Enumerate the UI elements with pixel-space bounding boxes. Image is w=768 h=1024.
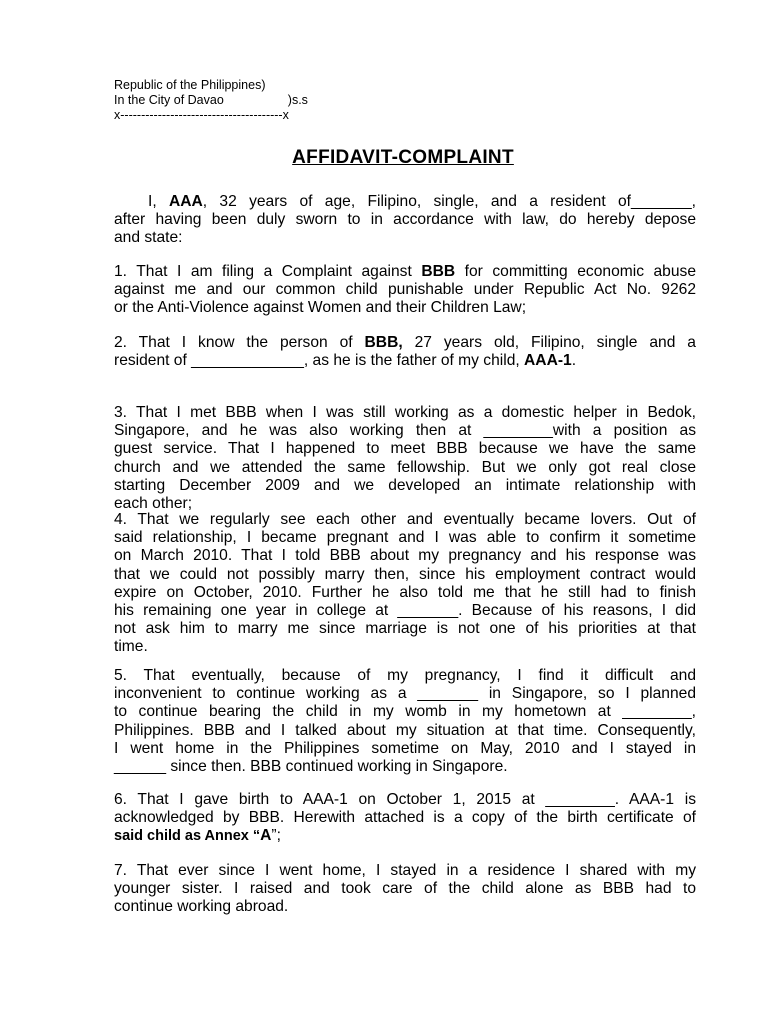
paragraph-line: to continue bearing the child in my womb in my hometown at ________, <box>114 703 696 721</box>
paragraph-3 <box>114 404 696 513</box>
intro-party-aaa: AAA <box>168 193 203 210</box>
venue-caption <box>114 78 308 123</box>
paragraph-line: expire on October, 2010. Further he also told me that he still had to finish <box>114 583 696 601</box>
paragraph-line: acknowledged by BBB. Herewith attached is a copy of the birth certificate of <box>114 809 696 827</box>
paragraph-line <box>114 827 696 845</box>
paragraph-line: I went home in the Philippines sometime on May, 2010 and I stayed in <box>114 739 696 757</box>
caption-divider: x---------------------------------------x <box>114 108 289 122</box>
paragraph-7 <box>114 862 696 917</box>
caption-city-text: In the City of Davao <box>114 93 224 107</box>
paragraph-line: church and we attended the same fellowship. But we only got real close <box>114 458 696 476</box>
paragraph-text: 27 years old, Filipino, single and a <box>402 334 696 351</box>
paragraph-line: inconvenient to continue working as a _______ in Singapore, so I planned <box>114 685 696 703</box>
annex-letter: A <box>260 827 272 845</box>
intro-line: after having been duly sworn to in accordance with law, do hereby depose <box>114 211 696 229</box>
paragraph-2 <box>114 334 696 370</box>
intro-line <box>114 193 696 211</box>
paragraph-line: on March 2010. That I told BBB about my pregnancy and his response was <box>114 547 696 565</box>
paragraph-line: 4. That we regularly see each other and eventually became lovers. Out of <box>114 511 696 528</box>
paragraph-text: . <box>571 352 577 370</box>
paragraph-line: Philippines. BBB and I talked about my situation at that time. Consequently, <box>114 721 696 739</box>
paragraph-6 <box>114 791 696 846</box>
caption-line-republic: Republic of the Philippines) <box>114 78 266 92</box>
party-bbb: BBB, <box>364 334 403 351</box>
paragraph-line: said relationship, I became pregnant and I was able to confirm it sometime <box>114 529 696 547</box>
paragraph-5 <box>114 667 696 776</box>
paragraph-line: his remaining one year in college at _______. Because of his reasons, I did <box>114 602 696 620</box>
paragraph-line: continue working abroad. <box>114 898 289 916</box>
annex-reference-text: said child as Annex “ <box>114 828 261 845</box>
party-bbb: BBB <box>421 263 456 280</box>
paragraph-text: ”; <box>271 827 281 845</box>
paragraph-line: 7. That ever since I went home, I stayed in a residence I shared with my <box>114 862 696 879</box>
intro-text: , 32 years of age, Filipino, single, and a resident of_______, <box>202 193 697 210</box>
party-aaa-1: AAA-1 <box>524 352 572 370</box>
intro-line: and state: <box>114 229 183 247</box>
paragraph-line <box>114 334 696 352</box>
paragraph-line <box>114 263 696 281</box>
caption-line-city <box>114 93 308 108</box>
paragraph-line: 3. That I met BBB when I was still working as a domestic helper in Bedok, <box>114 404 696 421</box>
paragraph-text: for committing economic abuse <box>455 263 696 280</box>
paragraph-line: guest service. That I happened to meet BBB because we have the same <box>114 440 696 458</box>
paragraph-line: or the Anti-Violence against Women and their Children Law; <box>114 299 527 317</box>
paragraph-1 <box>114 263 696 318</box>
paragraph-4 <box>114 511 696 657</box>
paragraph-line: starting December 2009 and we developed an intimate relationship with <box>114 476 696 494</box>
paragraph-line: not ask him to marry me since marriage is not one of his priorities at that <box>114 620 696 638</box>
paragraph-line: Singapore, and he was also working then at ________with a position as <box>114 422 696 440</box>
intro-text: I, <box>148 193 169 210</box>
paragraph-line: ______ since then. BBB continued working in Singapore. <box>114 758 508 776</box>
paragraph-line: 5. That eventually, because of my pregnancy, I find it difficult and <box>114 667 696 684</box>
paragraph-line: 6. That I gave birth to AAA-1 on October 1, 2015 at ________. AAA-1 is <box>114 791 696 808</box>
paragraph-line: against me and our common child punishable under Republic Act No. 9262 <box>114 281 696 299</box>
paragraph-line: each other; <box>114 495 193 513</box>
paragraph-line: younger sister. I raised and took care of the child alone as BBB had to <box>114 880 696 898</box>
intro-paragraph <box>114 193 696 248</box>
document-title: AFFIDAVIT-COMPLAINT <box>292 147 514 168</box>
paragraph-text: resident of _____________, as he is the father of my child, <box>114 352 525 370</box>
caption-ss-text: )s.s <box>287 93 308 107</box>
paragraph-text: 2. That I know the person of <box>114 334 365 351</box>
paragraph-line: that we could not possibly marry then, since his employment contract would <box>114 565 696 583</box>
paragraph-line: time. <box>114 638 148 656</box>
paragraph-line <box>114 352 696 370</box>
paragraph-text: 1. That I am filing a Complaint against <box>114 263 422 280</box>
